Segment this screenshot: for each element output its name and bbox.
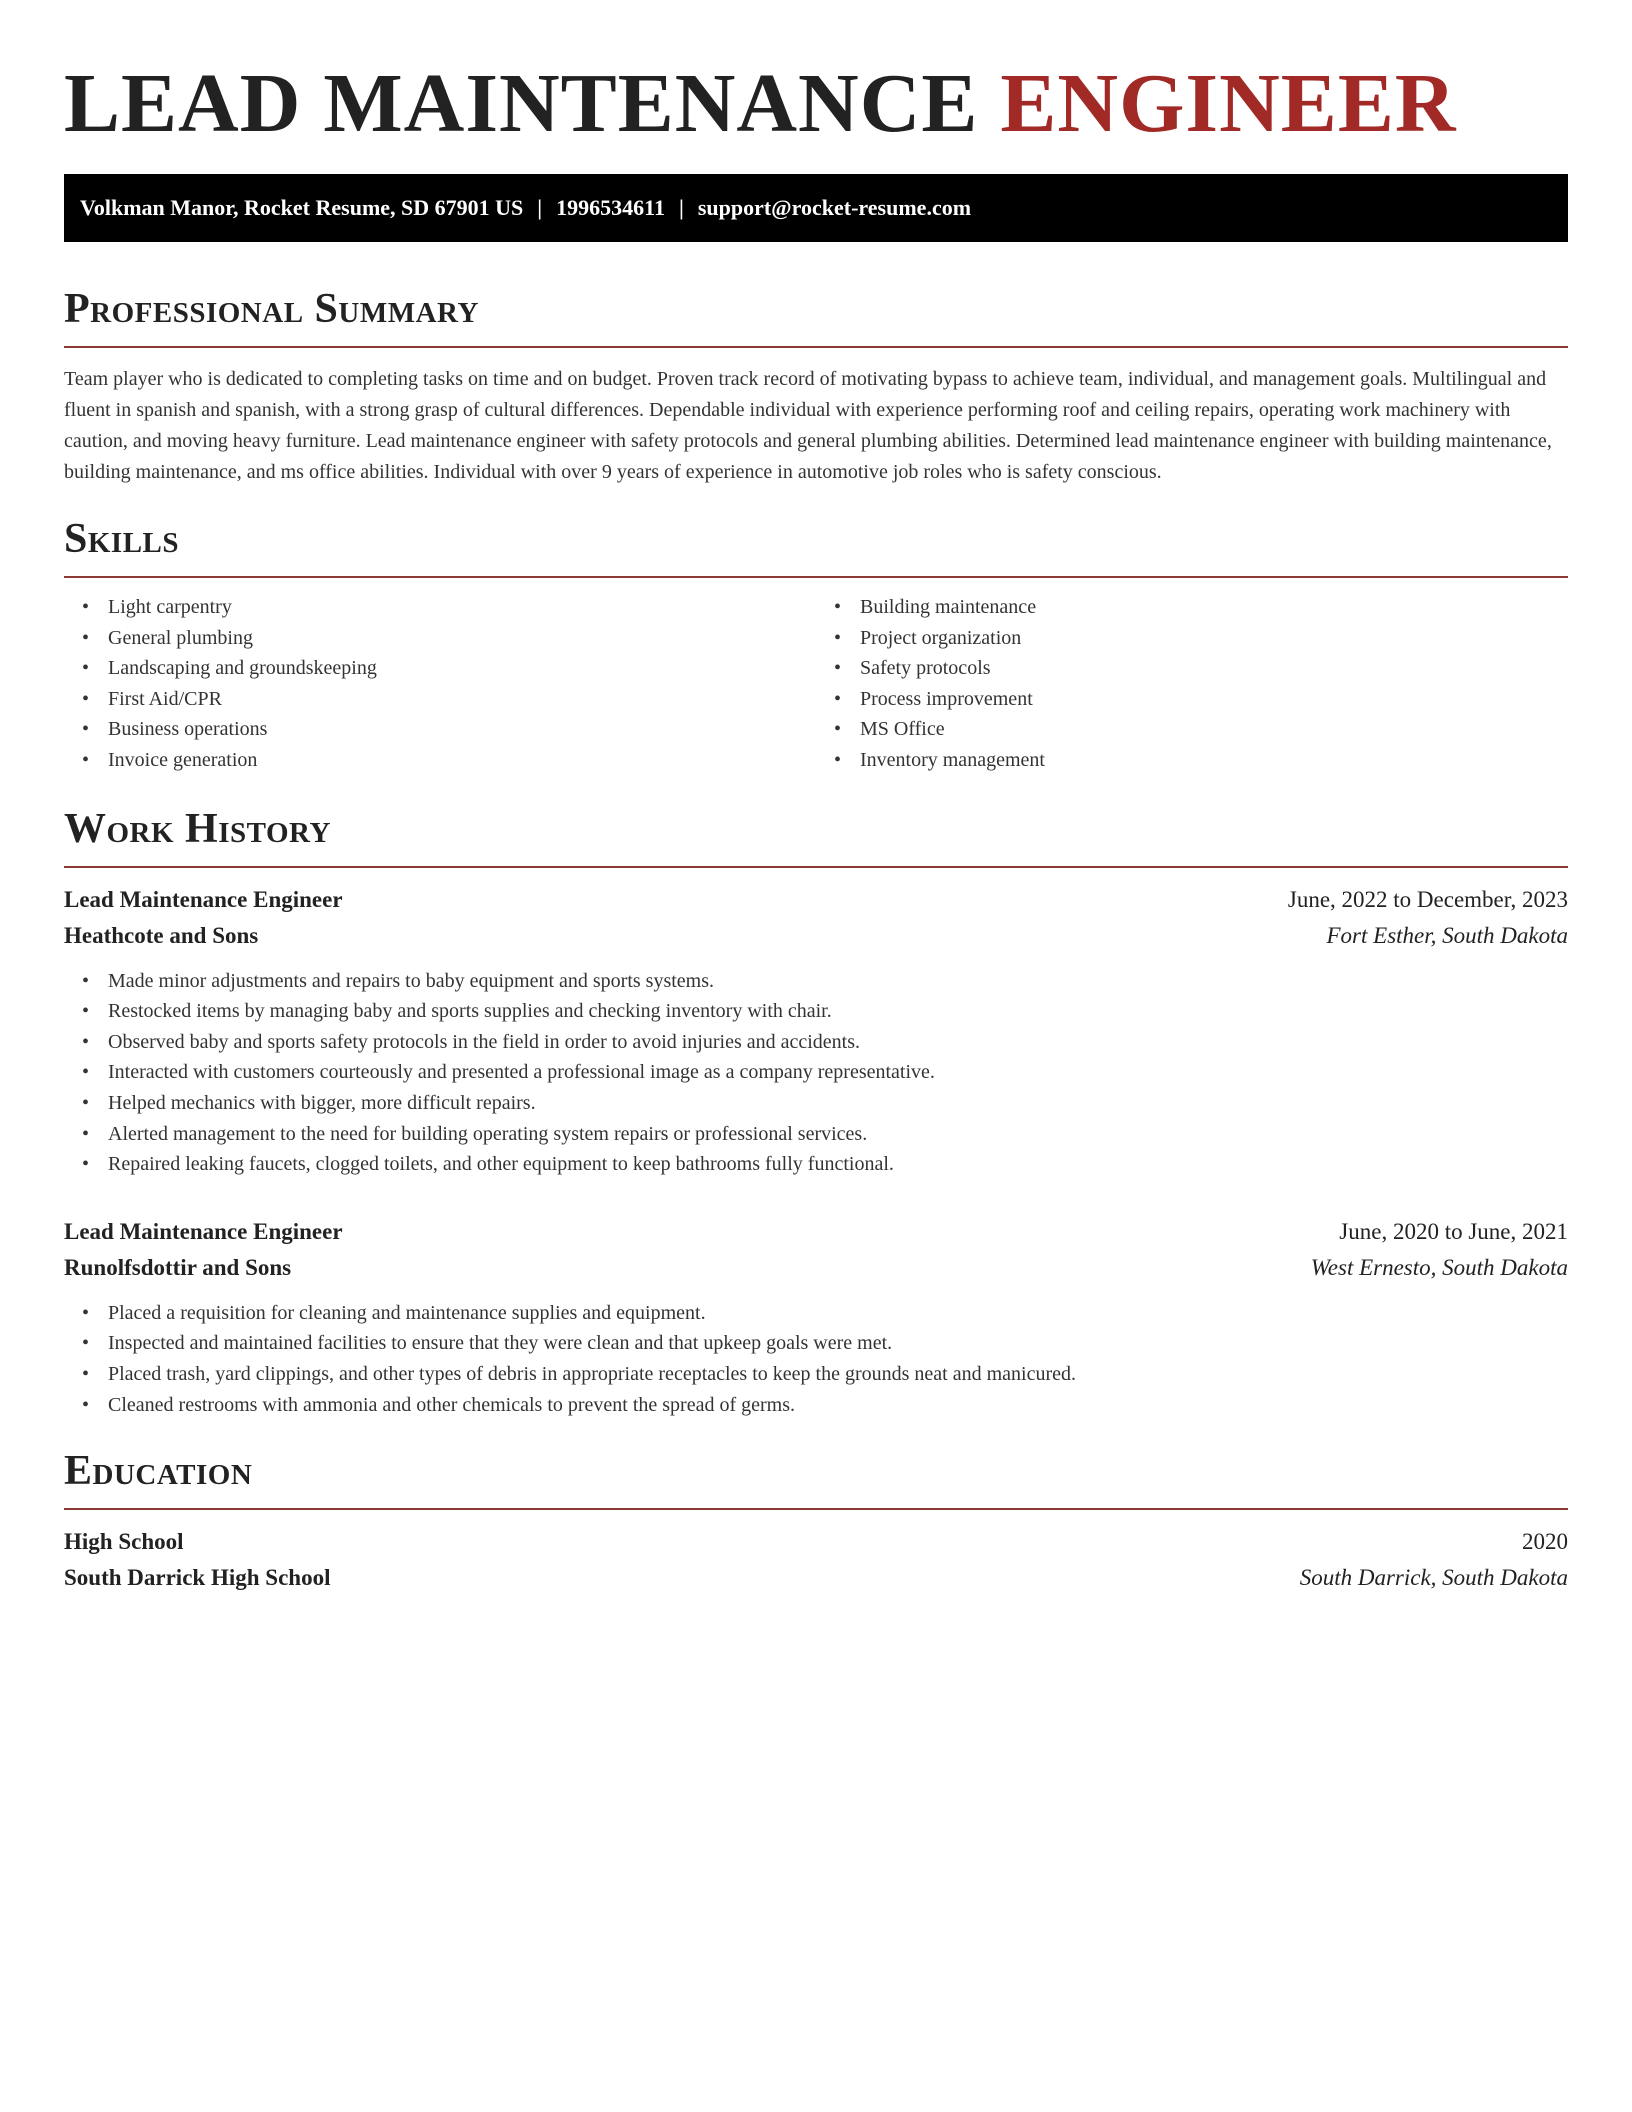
name-accent: ENGINEER bbox=[1000, 57, 1457, 150]
job-company: Runolfsdottir and Sons bbox=[64, 1254, 292, 1280]
job-bullet: • Inspected and maintained facilities to ensure that they were clean and that upkeep goals were met. bbox=[108, 1328, 1568, 1359]
skill-item: • MS Office bbox=[860, 714, 1568, 745]
education-school-row bbox=[64, 1560, 1568, 1596]
job-bullet: • Cleaned restrooms with ammonia and other chemicals to prevent the spread of germs. bbox=[108, 1390, 1568, 1421]
skill-item: • Invoice generation bbox=[108, 745, 816, 776]
resume-name bbox=[64, 0, 1568, 152]
skills-heading: Skills bbox=[64, 516, 180, 562]
work-history-section bbox=[64, 804, 1568, 1421]
education-degree: High School bbox=[64, 1529, 184, 1555]
job-location: West Ernesto, South Dakota bbox=[1310, 1254, 1568, 1280]
job-bullet: • Repaired leaking faucets, clogged toilets, and other equipment to keep bathrooms fully functional. bbox=[108, 1149, 1568, 1180]
skill-item: • Safety protocols bbox=[860, 653, 1568, 684]
job-dates: June, 2022 to December, 2023 bbox=[1287, 886, 1568, 912]
education-section bbox=[64, 1446, 1568, 1596]
job-entry bbox=[64, 882, 1568, 1180]
job-bullet: • Interacted with customers courteously and presented a professional image as a company representative. bbox=[108, 1057, 1568, 1088]
section-divider bbox=[64, 866, 1568, 868]
contact-address: Volkman Manor, Rocket Resume, SD 67901 US bbox=[80, 195, 524, 220]
education-school: South Darrick High School bbox=[64, 1565, 331, 1591]
skills-list-left bbox=[64, 592, 816, 776]
job-bullet: • Restocked items by managing baby and sports supplies and checking inventory with chair. bbox=[108, 996, 1568, 1027]
skill-item: • First Aid/CPR bbox=[108, 684, 816, 715]
summary-text: Team player who is dedicated to completing tasks on time and on budget. Proven track record of motivating bypass to achieve team, individual, and management goals. Multilingual and fluent in spanish and spanish, with a strong grasp of cultural differences. Dependable individual with experience performing roof and ceiling repairs, operating work machinery with caution, and moving heavy furniture. Lead maintenance engineer with safety protocols and general plumbing abilities. Determined lead maintenance engineer with building maintenance, building maintenance, and ms office abilities. Individual with over 9 years of experience in automotive job roles who is safety conscious. bbox=[64, 368, 1552, 483]
job-company: Heathcote and Sons bbox=[64, 922, 259, 948]
job-header-row bbox=[64, 882, 1568, 918]
education-year: 2020 bbox=[1522, 1529, 1568, 1555]
skill-item: • Business operations bbox=[108, 714, 816, 745]
skill-item: • Inventory management bbox=[860, 745, 1568, 776]
section-divider bbox=[64, 1508, 1568, 1510]
job-bullets bbox=[64, 1298, 1568, 1420]
summary-section bbox=[64, 284, 1568, 488]
job-entry bbox=[64, 1214, 1568, 1420]
job-bullet: • Made minor adjustments and repairs to baby equipment and sports systems. bbox=[108, 966, 1568, 997]
job-bullet: • Helped mechanics with bigger, more difficult repairs. bbox=[108, 1088, 1568, 1119]
skill-item: • General plumbing bbox=[108, 623, 816, 654]
contact-bar bbox=[64, 174, 1568, 242]
section-divider bbox=[64, 346, 1568, 348]
contact-email: support@rocket-resume.com bbox=[697, 195, 972, 220]
summary-heading: Professional Summary bbox=[64, 286, 479, 332]
name-main: LEAD MAINTENANCE bbox=[64, 57, 979, 150]
education-entry bbox=[64, 1524, 1568, 1596]
skills-list-right bbox=[816, 592, 1568, 776]
job-company-row bbox=[64, 918, 1568, 954]
skill-item: • Building maintenance bbox=[860, 592, 1568, 623]
job-title: Lead Maintenance Engineer bbox=[64, 1218, 343, 1244]
skill-item: • Project organization bbox=[860, 623, 1568, 654]
work-history-heading: Work History bbox=[64, 805, 331, 852]
education-header-row bbox=[64, 1524, 1568, 1560]
job-bullet: • Placed a requisition for cleaning and maintenance supplies and equipment. bbox=[108, 1298, 1568, 1329]
job-bullet: • Observed baby and sports safety protocols in the field in order to avoid injuries and accidents. bbox=[108, 1027, 1568, 1058]
section-divider bbox=[64, 576, 1568, 578]
skills-grid bbox=[64, 592, 1568, 776]
contact-separator: | bbox=[537, 195, 543, 220]
job-header-row bbox=[64, 1214, 1568, 1250]
job-bullets bbox=[64, 966, 1568, 1180]
skill-item: • Process improvement bbox=[860, 684, 1568, 715]
skills-section bbox=[64, 514, 1568, 776]
job-bullet: • Alerted management to the need for building operating system repairs or professional services. bbox=[108, 1119, 1568, 1150]
skill-item: • Light carpentry bbox=[108, 592, 816, 623]
job-title: Lead Maintenance Engineer bbox=[64, 886, 343, 912]
skill-item: • Landscaping and groundskeeping bbox=[108, 653, 816, 684]
job-company-row bbox=[64, 1250, 1568, 1286]
job-bullet: • Placed trash, yard clippings, and other types of debris in appropriate receptacles to keep the grounds neat and manicured. bbox=[108, 1359, 1568, 1390]
contact-phone: 1996534611 bbox=[556, 195, 665, 220]
contact-separator: | bbox=[678, 195, 684, 220]
education-heading: Education bbox=[64, 1448, 253, 1495]
job-dates: June, 2020 to June, 2021 bbox=[1339, 1218, 1568, 1244]
resume-page bbox=[64, 0, 1568, 1596]
job-location: Fort Esther, South Dakota bbox=[1326, 922, 1568, 948]
education-location: South Darrick, South Dakota bbox=[1299, 1565, 1568, 1591]
